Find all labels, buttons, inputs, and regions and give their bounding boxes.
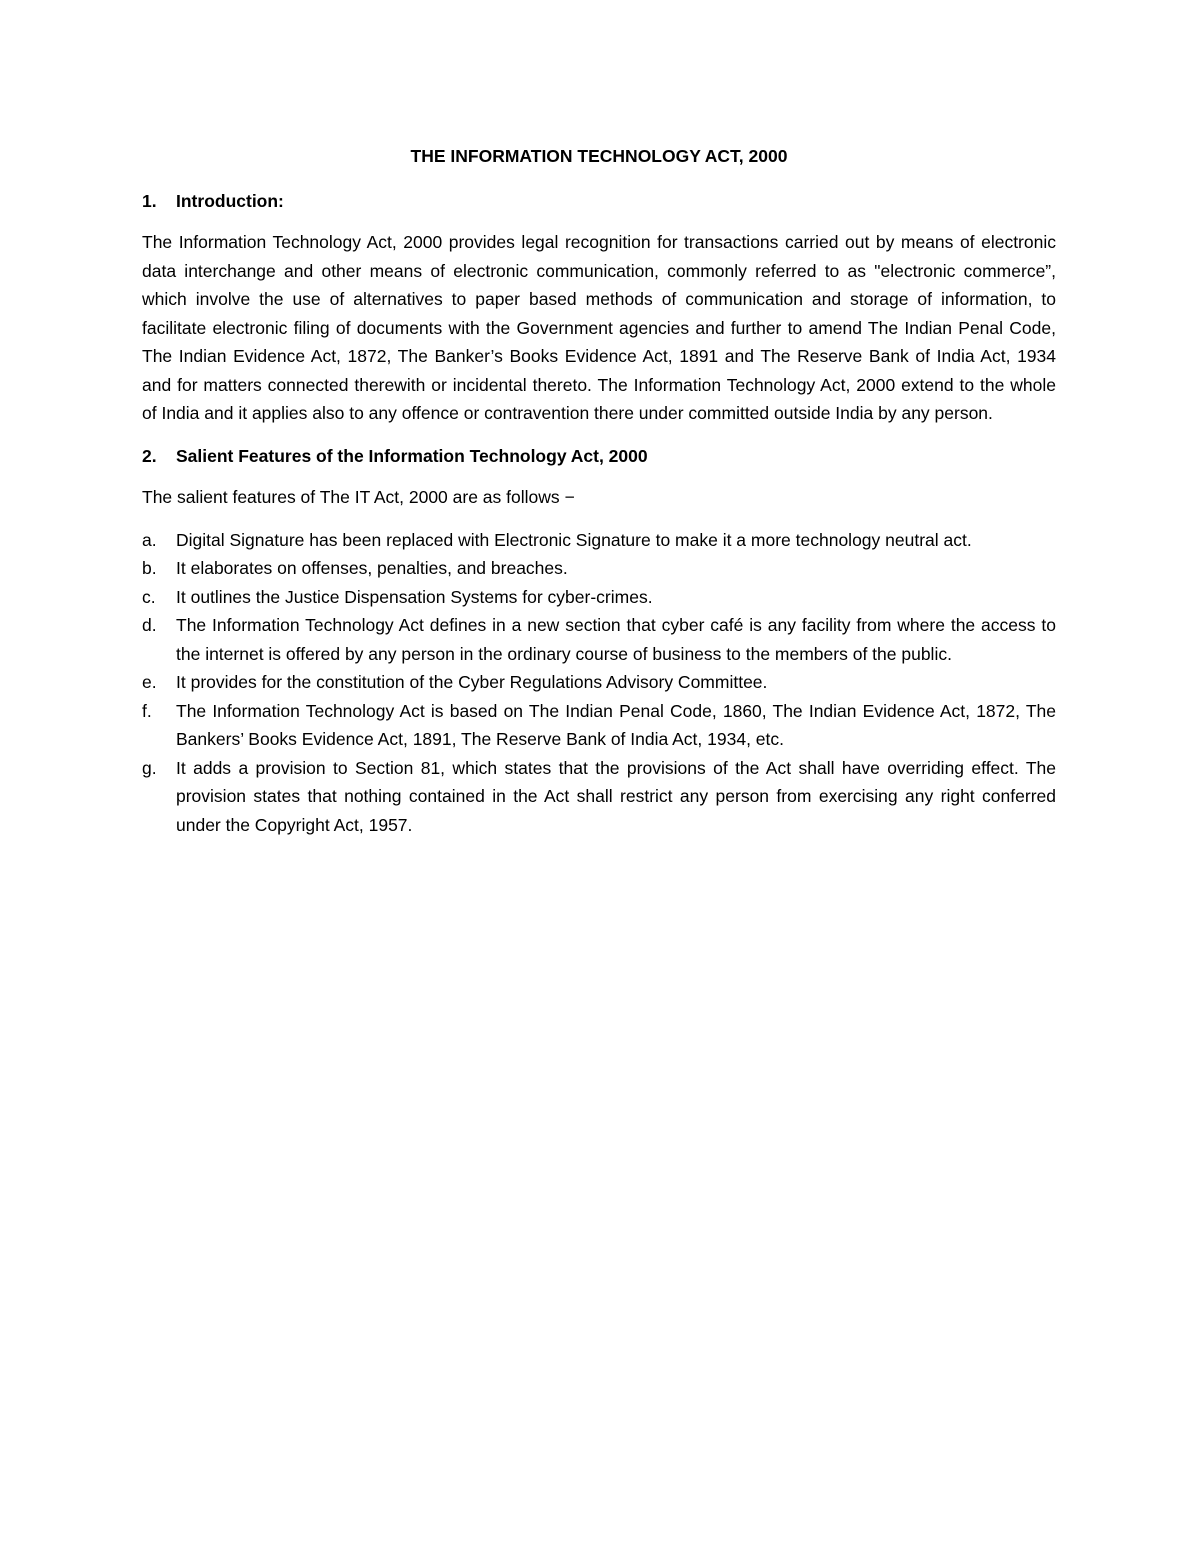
- features-intro-text: The salient features of The IT Act, 2000 are as follows −: [142, 487, 575, 507]
- list-item-letter: b.: [142, 558, 157, 578]
- feature-list: [142, 526, 1056, 840]
- list-item: [142, 611, 1056, 668]
- list-item: [142, 754, 1056, 840]
- list-item-text: It adds a provision to Section 81, which states that the provisions of the Act shall have overriding effect. The provision states that nothing contained in the Act shall restrict any person from exercising any right conferred under the Copyright Act, 1957.: [176, 757, 1056, 835]
- document-content: [142, 142, 1056, 839]
- list-item-letter: f.: [142, 700, 152, 721]
- list-item-letter: g.: [142, 757, 157, 778]
- list-item-text: The Information Technology Act defines in a new section that cyber café is any facility from where the access to the internet is offered by any person in the ordinary course of business to the members of the public.: [176, 615, 1056, 664]
- section-number: 1.: [142, 190, 157, 211]
- list-item: [142, 526, 1056, 555]
- section-heading-text: Introduction:: [176, 190, 284, 211]
- list-item-letter: e.: [142, 672, 157, 692]
- introduction-paragraph: The Information Technology Act, 2000 provides legal recognition for transactions carried out by means of electronic data interchange and other means of electronic communication, commonly referred to as "electronic commerce”, which involve the use of alternatives to paper based methods of communication and storage of information, to facilitate electronic filing of documents with the Government agencies and further to amend The Indian Penal Code, The Indian Evidence Act, 1872, The Banker’s Books Evidence Act, 1891 and The Reserve Bank of India Act, 1934 and for matters connected therewith or incidental thereto. The Information Technology Act, 2000 extend to the whole of India and it applies also to any offence or contravention there under committed outside India by any person.: [142, 232, 1056, 423]
- list-item: [142, 668, 1056, 697]
- list-item: [142, 583, 1056, 612]
- list-item-text: It provides for the constitution of the Cyber Regulations Advisory Committee.: [176, 672, 768, 692]
- list-item-text: The Information Technology Act is based on The Indian Penal Code, 1860, The Indian Evidence Act, 1872, The Bankers’ Books Evidence Act, 1891, The Reserve Bank of India Act, 1934, etc.: [176, 700, 1056, 749]
- list-item-letter: c.: [142, 586, 156, 607]
- section-heading-text: Salient Features of the Information Technology Act, 2000: [176, 445, 648, 466]
- list-item-letter: a.: [142, 529, 157, 550]
- document-title: THE INFORMATION TECHNOLOGY ACT, 2000: [410, 146, 788, 166]
- list-item: [142, 554, 1056, 583]
- list-item-text: It elaborates on offenses, penalties, and breaches.: [176, 558, 568, 578]
- list-item: [142, 697, 1056, 754]
- section-number: 2.: [142, 445, 157, 466]
- list-item-letter: d.: [142, 615, 157, 635]
- section-heading-introduction: [142, 187, 1056, 216]
- section-heading-salient-features: [142, 442, 1056, 471]
- list-item-text: Digital Signature has been replaced with Electronic Signature to make it a more technology neutral act.: [176, 529, 972, 550]
- list-item-text: It outlines the Justice Dispensation Systems for cyber-crimes.: [176, 586, 653, 607]
